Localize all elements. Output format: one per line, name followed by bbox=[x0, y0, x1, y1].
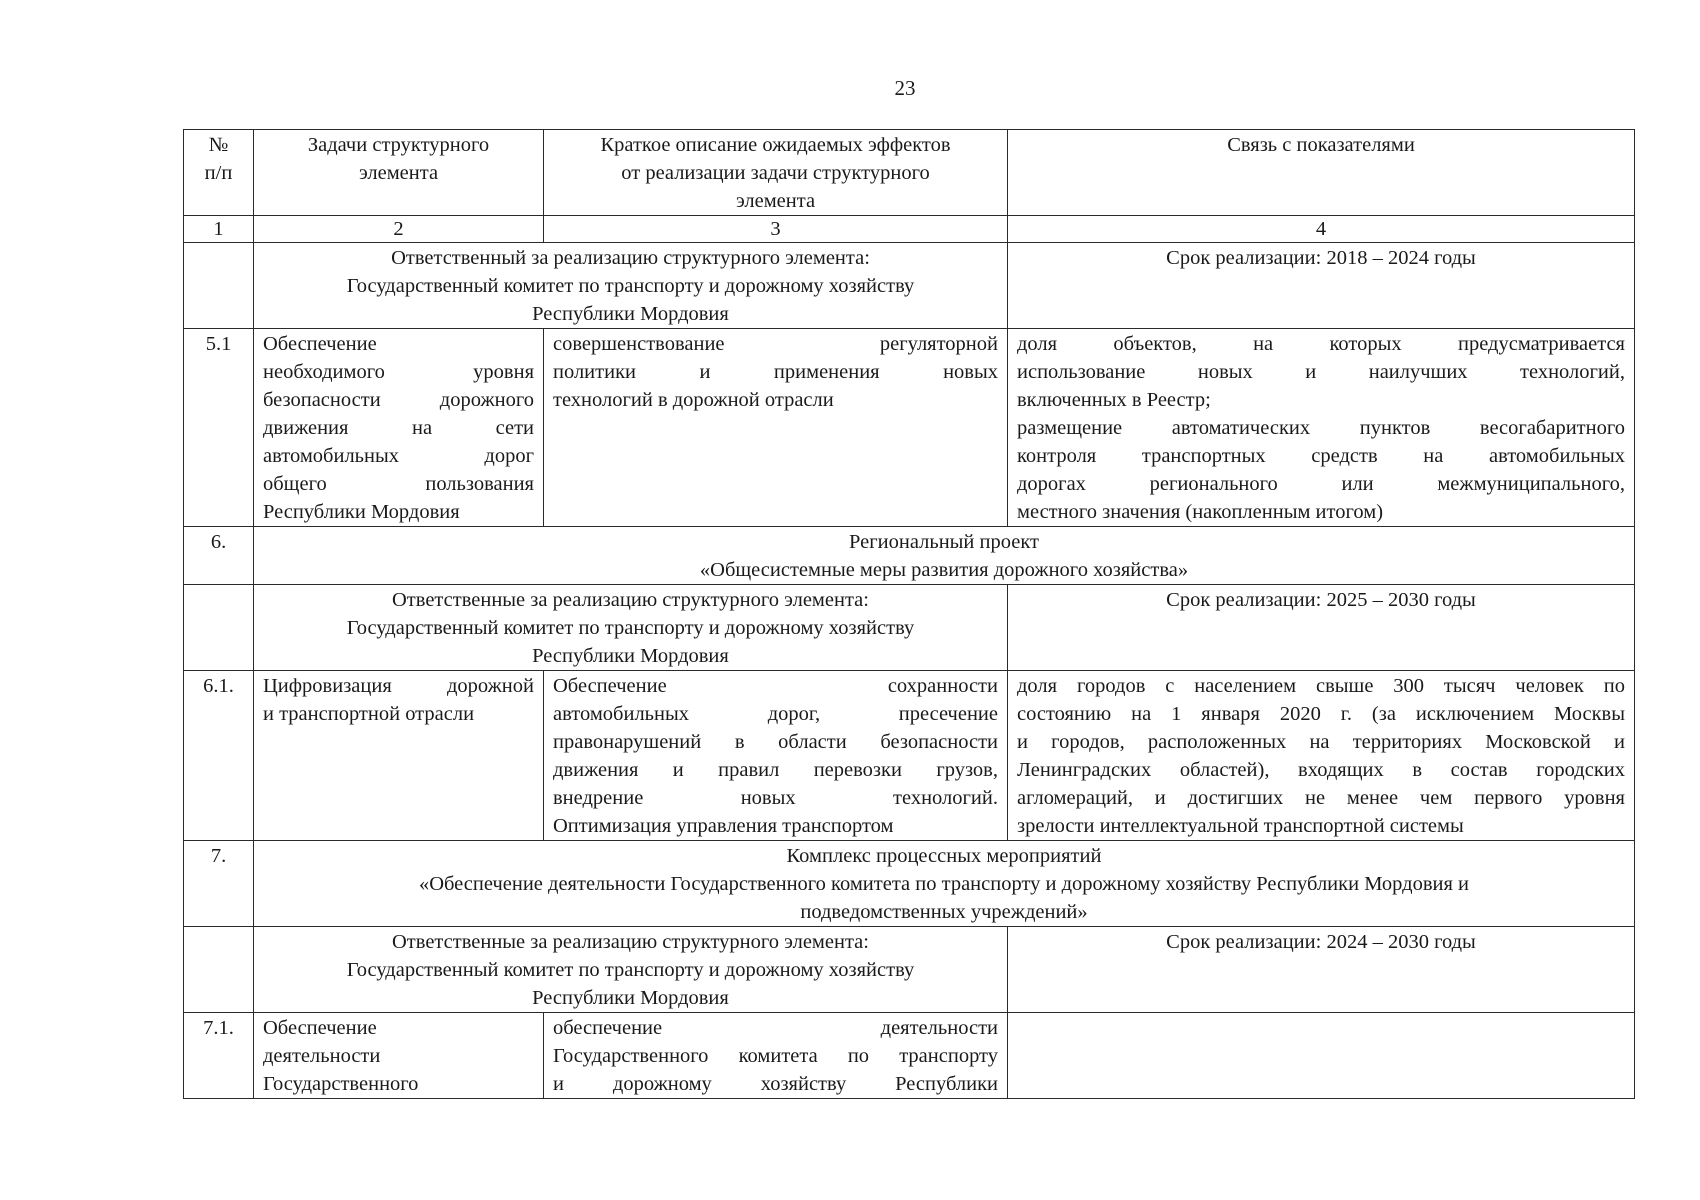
table-header-row bbox=[184, 130, 1635, 216]
page-number: 23 bbox=[894, 76, 916, 100]
task-cell: Обеспечение необходимого уровня безопасности дорожного движения на сети автомобильных дорог общего пользования Республики Мордовия bbox=[254, 329, 544, 527]
row-number: 7.1. bbox=[184, 1013, 254, 1099]
task-cell: Обеспечение деятельности Государственного bbox=[254, 1013, 544, 1099]
indicator-cell bbox=[1008, 1013, 1635, 1099]
indicator-cell: доля городов с населением свыше 300 тысяч человек по состоянию на 1 января 2020 г. (за исключением Москвы и городов, расположенных на территориях Московской и Ленинградских областей), входящих в состав городских агломераций, и достигших не менее чем первого уровня зрелости интеллектуальной транспортной системы bbox=[1008, 671, 1635, 841]
indicator-cell: доля объектов, на которых предусматривается использование новых и наилучших технологий, включенных в Реестр; размещение автоматических пунктов весогабаритного контроля транспортных средств на автомобильных дорогах регионального или межмуниципального, местного значения (накопленным итогом) bbox=[1008, 329, 1635, 527]
section-number: 6. bbox=[184, 527, 254, 585]
effect-cell: совершенствование регуляторной политики и применения новых технологий в дорожной отрасли bbox=[544, 329, 1008, 527]
table-row bbox=[184, 1013, 1635, 1099]
effect-cell: обеспечение деятельности Государственного комитета по транспорту и дорожному хозяйству Республики bbox=[544, 1013, 1008, 1099]
row-number: 5.1 bbox=[184, 329, 254, 527]
column-number: 2 bbox=[254, 216, 544, 243]
section-title: Региональный проект «Общесистемные меры развития дорожного хозяйства» bbox=[254, 527, 1635, 585]
header-tasks: Задачи структурного элемента bbox=[254, 130, 544, 216]
header-num: № п/п bbox=[184, 130, 254, 216]
column-number: 1 bbox=[184, 216, 254, 243]
row-number: 6.1. bbox=[184, 671, 254, 841]
header-indicators: Связь с показателями bbox=[1008, 130, 1635, 216]
structural-elements-table bbox=[183, 129, 1635, 1099]
implementation-term: Срок реализации: 2018 – 2024 годы bbox=[1008, 243, 1635, 329]
section-title-row bbox=[184, 527, 1635, 585]
header-effects: Краткое описание ожидаемых эффектов от реализации задачи структурного элемента bbox=[544, 130, 1008, 216]
section-number: 7. bbox=[184, 841, 254, 927]
implementation-term: Срок реализации: 2024 – 2030 годы bbox=[1008, 927, 1635, 1013]
column-numbers-row bbox=[184, 216, 1635, 243]
effect-cell: Обеспечение сохранности автомобильных дорог, пресечение правонарушений в области безопасности движения и правил перевозки грузов, внедрение новых технологий. Оптимизация управления транспортом bbox=[544, 671, 1008, 841]
table-row bbox=[184, 329, 1635, 527]
responsible-text: Ответственные за реализацию структурного элемента: Государственный комитет по транспорту и дорожному хозяйству Республики Мордовия bbox=[254, 927, 1008, 1013]
implementation-term: Срок реализации: 2025 – 2030 годы bbox=[1008, 585, 1635, 671]
section-title: Комплекс процессных мероприятий «Обеспечение деятельности Государственного комитета по транспорту и дорожному хозяйству Республики Мордовия и подведомственных учреждений» bbox=[254, 841, 1635, 927]
responsible-row bbox=[184, 585, 1635, 671]
table-row bbox=[184, 671, 1635, 841]
responsible-text: Ответственный за реализацию структурного элемента: Государственный комитет по транспорту и дорожному хозяйству Республики Мордовия bbox=[254, 243, 1008, 329]
column-number: 3 bbox=[544, 216, 1008, 243]
column-number: 4 bbox=[1008, 216, 1635, 243]
responsible-row bbox=[184, 243, 1635, 329]
task-cell: Цифровизация дорожной и транспортной отрасли bbox=[254, 671, 544, 841]
responsible-text: Ответственные за реализацию структурного элемента: Государственный комитет по транспорту и дорожному хозяйству Республики Мордовия bbox=[254, 585, 1008, 671]
responsible-row bbox=[184, 927, 1635, 1013]
section-title-row bbox=[184, 841, 1635, 927]
